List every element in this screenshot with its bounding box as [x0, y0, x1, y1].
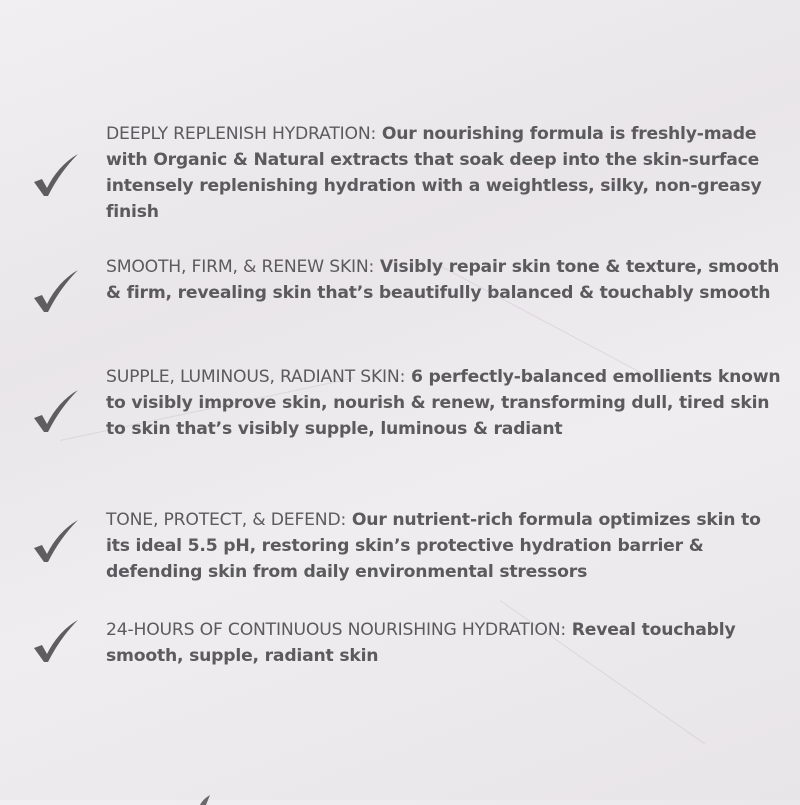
partial-checkmark-icon — [196, 795, 210, 805]
checkmark-icon — [32, 618, 80, 666]
feature-heading: 24-HOURS OF CONTINUOUS NOURISHING HYDRATION: — [106, 620, 566, 640]
checkmark-icon — [32, 388, 80, 436]
feature-heading: DEEPLY REPLENISH HYDRATION: — [106, 124, 377, 144]
checkmark-icon — [32, 152, 80, 200]
feature-text — [106, 121, 786, 225]
checkmark-icon — [32, 268, 80, 316]
feature-body: Visibly repair skin tone & texture, smooth & firm, revealing skin that’s beautifully balanced & touchably smooth — [106, 257, 780, 303]
feature-text — [106, 617, 786, 669]
checkmark-icon — [32, 518, 80, 566]
feature-text — [106, 254, 786, 306]
feature-body: Our nutrient-rich formula optimizes skin to its ideal 5.5 pH, restoring skin’s protective hydration barrier & defending skin from daily environmental stressors — [106, 510, 761, 582]
feature-text — [106, 364, 786, 442]
feature-body: 6 perfectly-balanced emollients known to visibly improve skin, nourish & renew, transforming dull, tired skin to skin that’s visibly supple, luminous & radiant — [106, 367, 781, 439]
feature-body: Our nourishing formula is freshly-made with Organic & Natural extracts that soak deep into the skin-surface intensely replenishing hydration with a weightless, silky, non-greasy finish — [106, 124, 762, 222]
feature-heading: TONE, PROTECT, & DEFEND: — [106, 510, 347, 530]
feature-heading: SMOOTH, FIRM, & RENEW SKIN: — [106, 257, 375, 277]
feature-heading: SUPPLE, LUMINOUS, RADIANT SKIN: — [106, 367, 406, 387]
feature-body: Reveal touchably smooth, supple, radiant skin — [106, 620, 736, 666]
feature-text — [106, 507, 786, 585]
